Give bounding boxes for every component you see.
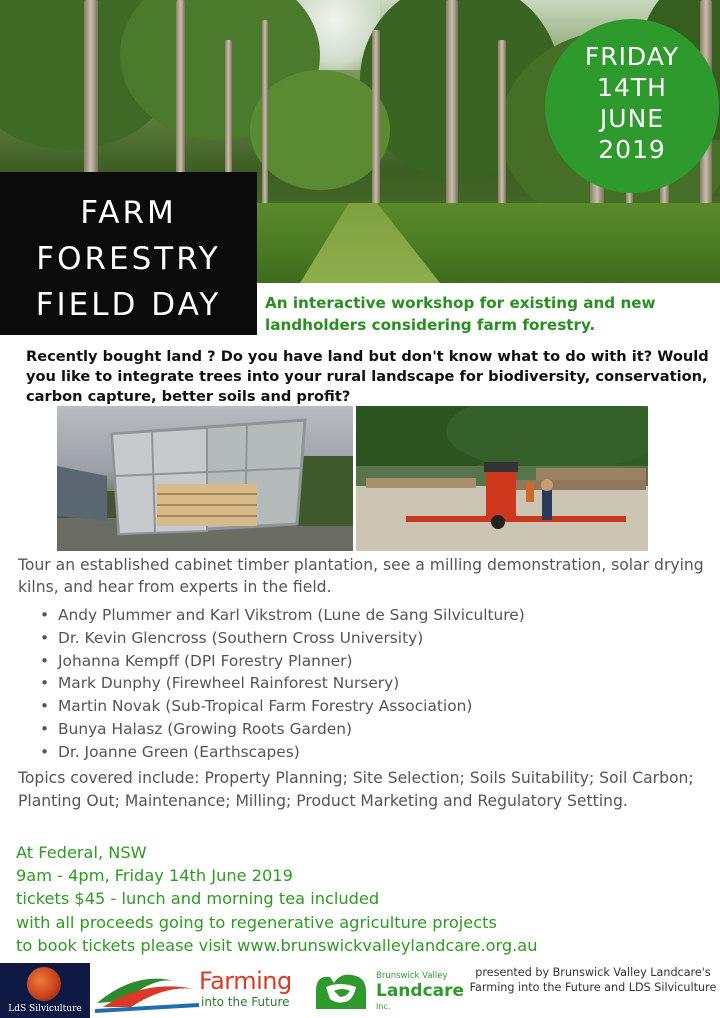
hands-map-icon <box>312 969 370 1015</box>
list-item: • Martin Novak (Sub-Tropical Farm Forestry Association) <box>40 695 525 718</box>
event-time: 9am - 4pm, Friday 14th June 2019 <box>16 866 293 886</box>
moon-icon <box>27 967 61 1001</box>
event-tickets: tickets $45 - lunch and morning tea included <box>16 889 380 909</box>
landcare-logo-main: Landcare <box>376 981 465 1001</box>
list-item: • Bunya Halasz (Growing Roots Garden) <box>40 718 525 741</box>
landcare-logo-inc: Inc. <box>376 1002 391 1011</box>
brunswick-valley-landcare-logo <box>312 963 465 1018</box>
expert-list <box>40 604 525 764</box>
list-item: • Dr. Joanne Green (Earthscapes) <box>40 741 525 764</box>
date-line: FRIDAY <box>584 42 680 71</box>
list-item: • Johanna Kempff (DPI Forestry Planner) <box>40 650 525 673</box>
title-line: FORESTRY <box>36 241 221 277</box>
tour-description: Tour an established cabinet timber plantation, see a milling demonstration, solar drying kilns, and hear from experts in the field. <box>18 556 704 596</box>
list-item: • Mark Dunphy (Firewheel Rainforest Nursery) <box>40 672 525 695</box>
farming-logo-main: Farming <box>199 967 292 995</box>
swoosh-hills-icon <box>95 963 199 1018</box>
title-line: FARM <box>80 195 177 231</box>
title-line: FIELD DAY <box>35 287 222 323</box>
landcare-logo-top: Brunswick Valley <box>376 971 448 981</box>
event-proceeds: with all proceeds going to regenerative agriculture projects <box>16 912 497 932</box>
date-line: 2019 <box>598 135 666 164</box>
topics-covered: Topics covered include: Property Planning; Site Selection; Soils Suitability; Soil Carbon; Planting Out; Maintenance; Milling; Product Marketing and Regulatory Setting. <box>18 769 694 810</box>
farming-into-the-future-logo <box>95 963 305 1018</box>
date-line: 14TH <box>597 73 667 102</box>
solar-kiln-photo <box>57 406 353 551</box>
booking-link[interactable]: to book tickets please visit www.brunswickvalleylandcare.org.au <box>16 935 538 955</box>
presented-by: presented by Brunswick Valley Landcare's Farming into the Future and LDS Silviculture <box>469 966 717 994</box>
event-details <box>16 841 720 957</box>
date-line: JUNE <box>599 104 665 133</box>
event-title <box>0 172 257 335</box>
lds-silviculture-logo <box>0 963 90 1018</box>
list-item: • Dr. Kevin Glencross (Southern Cross University) <box>40 627 525 650</box>
date-badge <box>545 19 719 193</box>
event-location: At Federal, NSW <box>16 843 147 862</box>
subtitle: An interactive workshop for existing and new landholders considering farm forestry. <box>265 294 656 334</box>
lds-logo-text: LdS Silviculture <box>8 1004 82 1014</box>
list-item: • Andy Plummer and Karl Vikstrom (Lune de Sang Silviculture) <box>40 604 525 627</box>
intro-questions: Recently bought land ? Do you have land but don't know what to do with it? Would you like to integrate trees into your rural landscape for biodiversity, conservation, carbon capture, better soils and profit? <box>26 348 709 405</box>
farming-logo-sub: into the Future <box>201 995 290 1009</box>
sawmill-photo <box>356 406 648 551</box>
